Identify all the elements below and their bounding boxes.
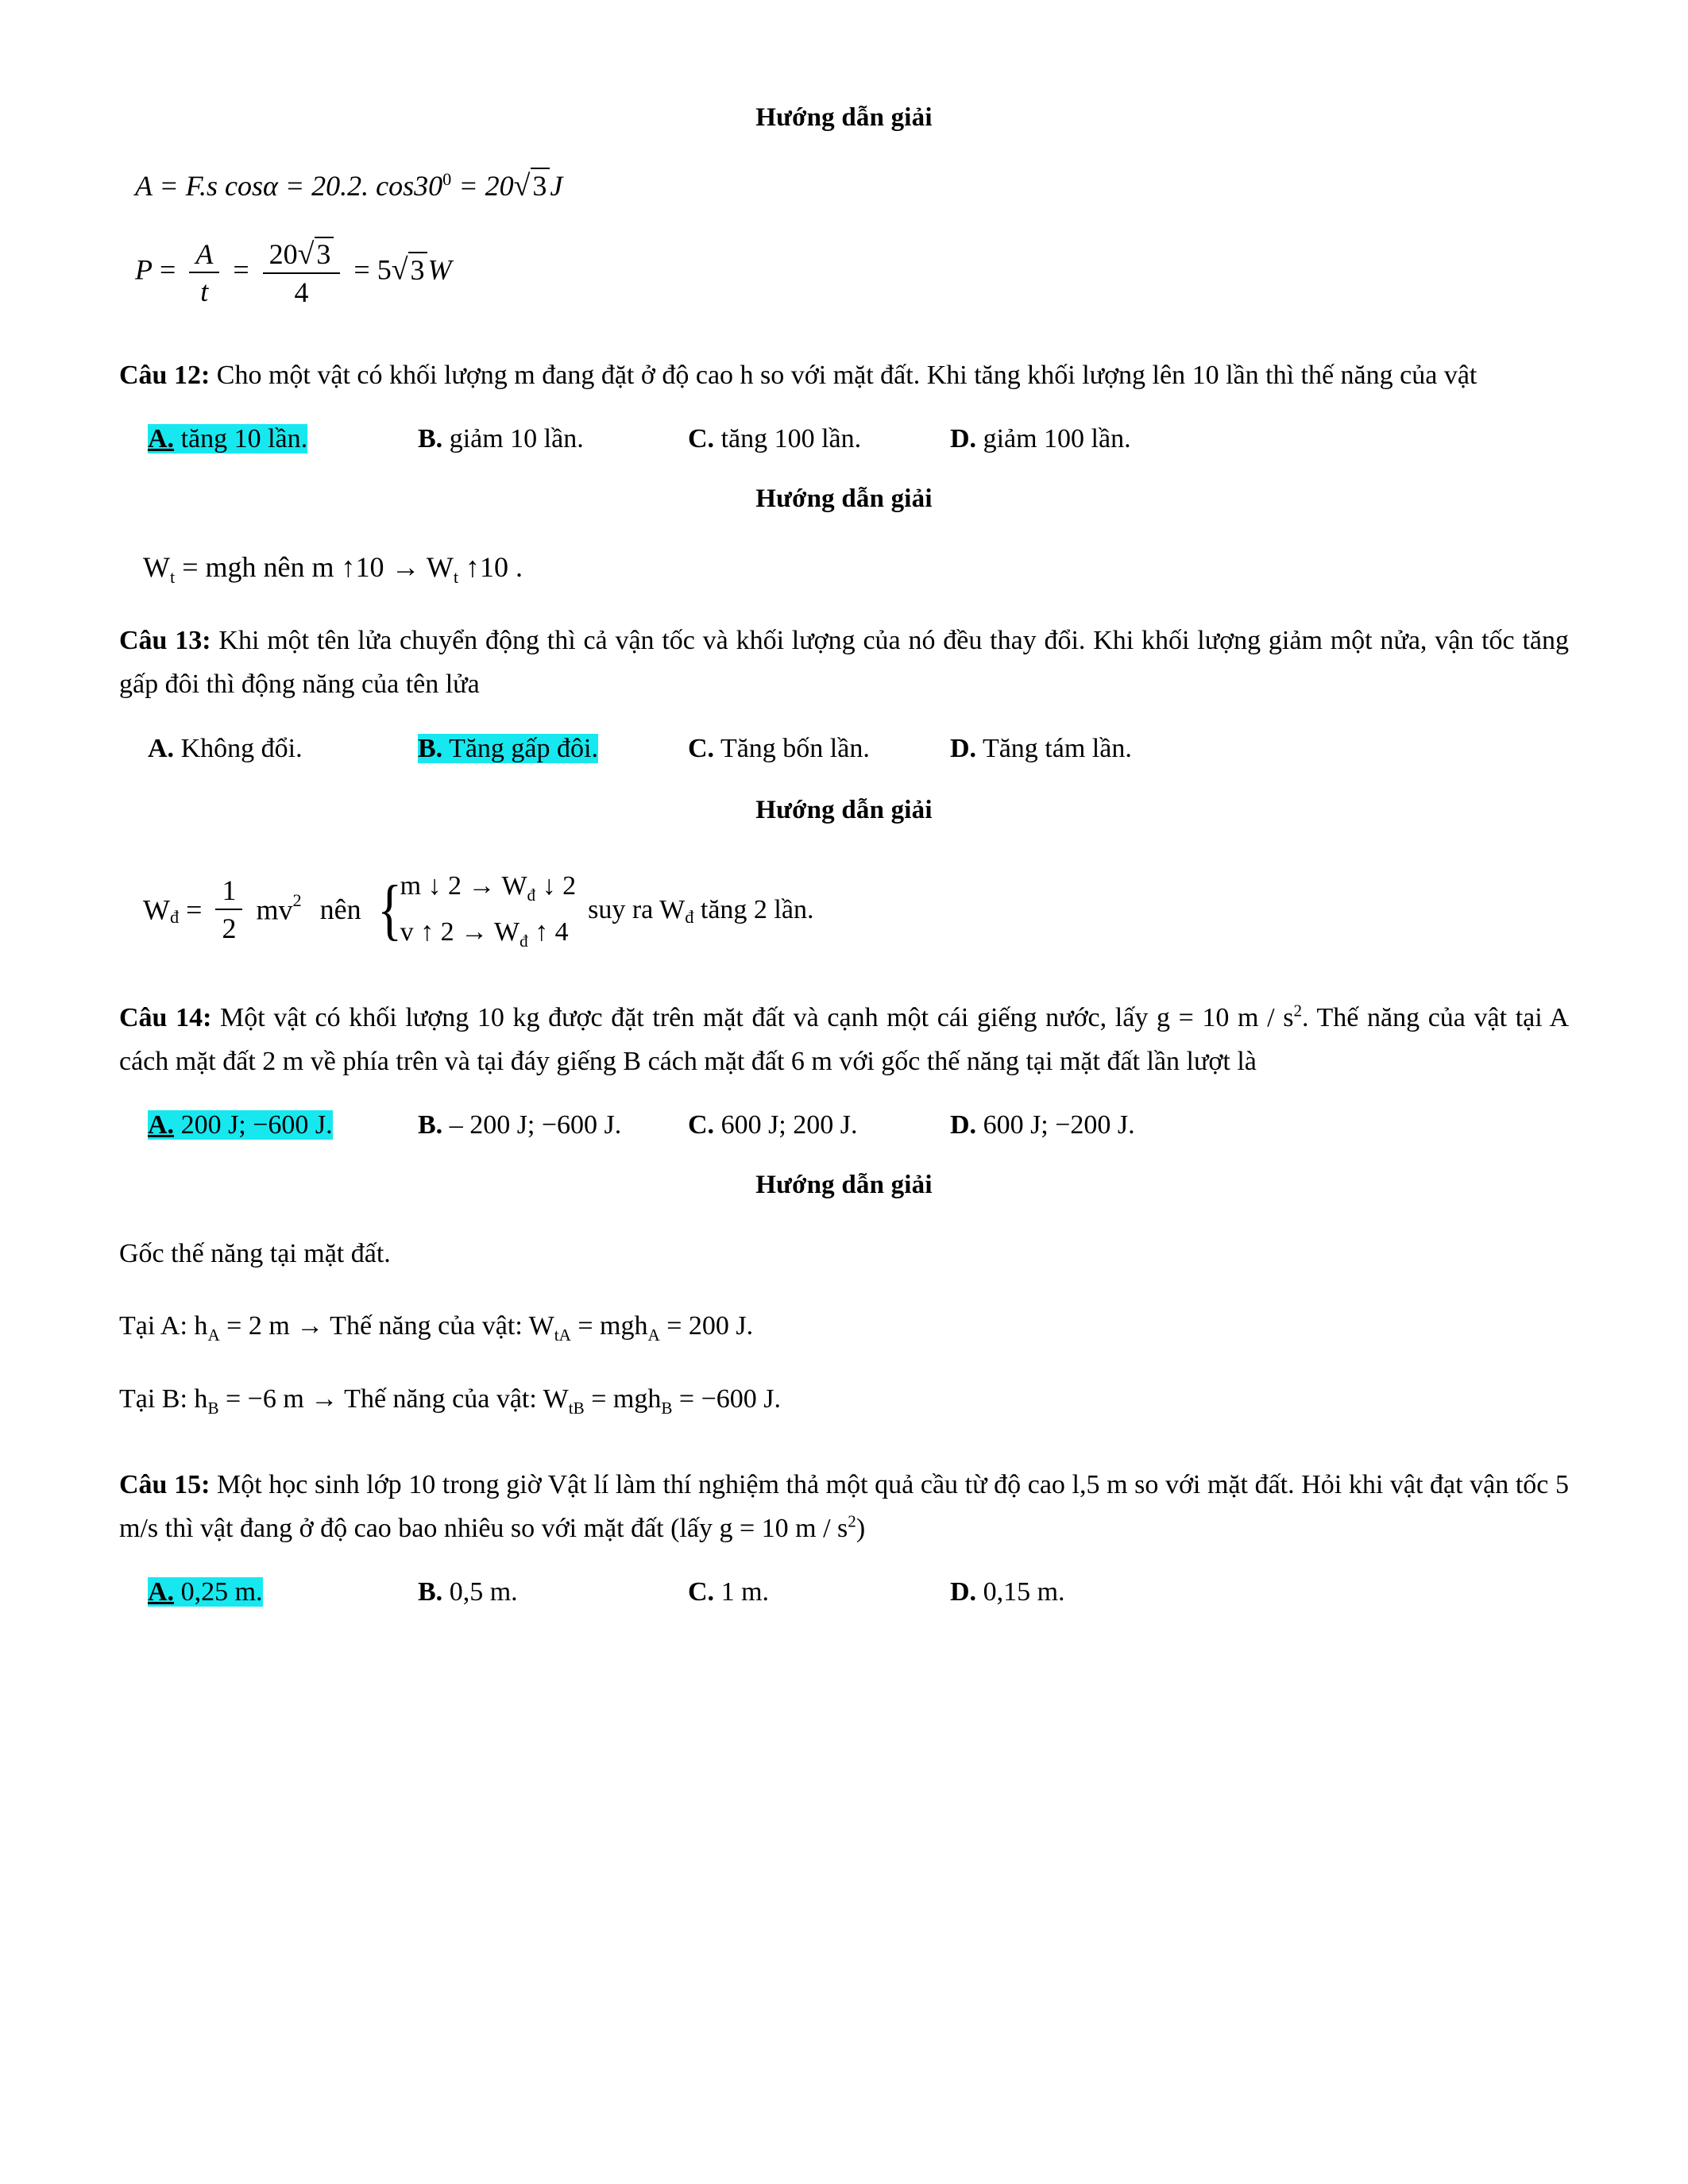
solution-14-line1: Gốc thế năng tại mặt đất. (119, 1238, 391, 1268)
option-14-d[interactable] (950, 1110, 1220, 1140)
question-15 (119, 1463, 1569, 1607)
solution-14-line3 (119, 1377, 1569, 1422)
solution-12-wt-sub: t (169, 566, 176, 587)
option-13-c-text: Tăng bốn lần. (714, 733, 870, 763)
option-14-a-key: A. (148, 1109, 175, 1140)
solution-heading-13: Hướng dẫn giải (755, 795, 933, 824)
option-15-d[interactable] (950, 1577, 1220, 1607)
question-14-body-2: . Thế năng của vật tại A cách mặt đất 2 m về phía trên và tại đáy giếng B cách mặt đất 6 m với gốc thế năng tại mặt đất lần lượt là (119, 1002, 1569, 1076)
question-15-body-2: ) (856, 1513, 866, 1543)
solution-13-tail-post: tăng 2 lần. (693, 894, 814, 924)
solution-13-line1-pre: m ↓ 2 → W (400, 870, 527, 901)
solution-13-line1-sub: đ (527, 885, 536, 905)
question-12-options (119, 424, 1569, 454)
option-12-c-key: C. (688, 423, 715, 453)
question-14-text (119, 996, 1569, 1083)
option-13-c-key: C. (688, 733, 715, 763)
solution-14-line3-sub: B (207, 1398, 219, 1418)
option-14-b-text: – 200 J; −600 J. (442, 1109, 622, 1140)
solution-13-brace-lines (400, 863, 576, 956)
option-15-a-text: 0,25 m. (174, 1577, 263, 1607)
option-12-d-key: D. (950, 423, 977, 453)
option-15-c-text: 1 m. (714, 1577, 770, 1607)
power-result-coef: 5 (377, 253, 392, 286)
question-12-text (119, 353, 1569, 397)
option-15-b[interactable] (418, 1577, 688, 1607)
solution-13-tail-sub: đ (685, 906, 694, 927)
option-12-c-text: tăng 100 lần. (714, 423, 862, 453)
power-symbol: P (135, 253, 153, 286)
power-equals-2: = (233, 253, 249, 286)
option-13-b-text: Tăng gấp đôi. (442, 733, 598, 763)
solution-14-line3-sub2: tB (568, 1398, 585, 1418)
solution-14-line2-pre: Tại A: h (119, 1311, 208, 1341)
fraction2-num-sqrt: 3 (315, 237, 334, 270)
question-14-label: Câu 14: (119, 1002, 212, 1032)
option-13-a-key: A. (148, 733, 175, 763)
option-13-d[interactable] (950, 734, 1220, 764)
option-12-a[interactable] (148, 424, 418, 454)
solution-13-mv-exp: 2 (292, 889, 302, 910)
work-formula-exponent: 0 (442, 169, 452, 189)
sqrt-icon: √ (297, 237, 315, 271)
solution-13-tail-pre: suy ra W (588, 894, 686, 924)
solution-12-wt: W (143, 550, 170, 583)
fraction-half (215, 874, 242, 944)
work-formula-eq2: = 20 (458, 170, 514, 202)
solution-14-line3-pre: Tại B: h (119, 1383, 208, 1414)
option-12-c[interactable] (688, 424, 950, 454)
solution-14-line3-mid: = −6 m → Thế năng của vật: W (218, 1383, 569, 1414)
fraction-denominator: t (200, 275, 209, 307)
solution-13-line1-post: ↓ 2 (535, 870, 577, 901)
question-12-label: Câu 12: (119, 360, 211, 390)
work-formula (119, 168, 1569, 203)
option-12-a-text: tăng 10 lần. (174, 423, 308, 453)
question-13-body: Khi một tên lửa chuyển động thì cả vận tốc và khối lượng của nó đều thay đổi. Khi khối lượng giảm một nửa, vận tốc tăng gấp đôi thì động năng của tên lửa (119, 626, 1569, 700)
solution-13-line2-pre: v ↑ 2 → W (400, 917, 520, 947)
option-12-b-key: B. (418, 423, 443, 453)
question-15-options (119, 1577, 1569, 1607)
option-14-b-key: B. (418, 1109, 443, 1140)
option-14-c-text: 600 J; 200 J. (714, 1109, 858, 1140)
power-equals-1: = (160, 253, 176, 286)
option-14-c-key: C. (688, 1109, 715, 1140)
question-13-label: Câu 13: (119, 626, 211, 656)
option-13-b[interactable] (418, 734, 688, 764)
option-14-a[interactable] (148, 1110, 418, 1140)
option-14-b[interactable] (418, 1110, 688, 1140)
fraction-A-over-t (189, 238, 219, 308)
power-result-sqrt: 3 (408, 252, 427, 287)
solution-13-brace-line1 (400, 863, 576, 910)
question-14-body-1: Một vật có khối lượng 10 kg được đặt trên mặt đất và cạnh một cái giếng nước, lấy (211, 1002, 1157, 1032)
solution-14-line3-mid2: = mgh (584, 1383, 662, 1414)
option-15-a-key: A. (148, 1577, 175, 1607)
solution-13-line2-post: ↑ 4 (527, 917, 569, 947)
option-12-b[interactable] (418, 424, 688, 454)
solution-12-math (119, 546, 1569, 591)
solution-14-line3-end: = −600 J. (672, 1383, 781, 1414)
option-13-a[interactable] (148, 734, 418, 764)
solution-13-math (119, 863, 1569, 956)
solution-13-brace-line2 (400, 909, 576, 956)
solution-14-line2-sub3: A (647, 1325, 660, 1345)
option-15-c[interactable] (688, 1577, 950, 1607)
solution-12-end: ↑10 . (458, 550, 523, 583)
solution-14-line2-mid: = 2 m → Thế năng của vật: W (219, 1311, 554, 1341)
solution-14-line3-sub3: B (661, 1398, 673, 1418)
sqrt-icon: √ (513, 169, 531, 203)
question-14-options (119, 1110, 1569, 1140)
fraction-numerator: A (189, 238, 219, 273)
option-15-d-key: D. (950, 1577, 977, 1607)
solution-13-brace-group (373, 863, 576, 956)
solution-14-line2-sub: A (207, 1325, 220, 1345)
question-13 (119, 619, 1569, 955)
question-12-body: Cho một vật có khối lượng m đang đặt ở độ cao h so với mặt đất. Khi tăng khối lượng lên 10 lần thì thế năng của vật (210, 360, 1477, 390)
sqrt-icon: √ (391, 253, 408, 287)
question-14-g-value: g = 10 m / s (1156, 1002, 1294, 1032)
power-formula (119, 237, 1569, 309)
fraction2-denominator: 4 (294, 276, 309, 309)
option-13-d-text: Tăng tám lần. (976, 733, 1132, 763)
solution-heading-14: Hướng dẫn giải (755, 1170, 933, 1199)
solution-14-line2-end: = 200 J. (659, 1311, 754, 1341)
question-14-g-exponent: 2 (1293, 1001, 1302, 1021)
option-13-c[interactable] (688, 734, 950, 764)
work-formula-text: A = F.s cosα = 20.2. cos30 (135, 170, 443, 202)
question-15-text (119, 1463, 1569, 1550)
option-12-a-key: A. (148, 423, 175, 453)
question-14 (119, 996, 1569, 1422)
question-15-body-1: Một học sinh lớp 10 trong giờ Vật lí làm thí nghiệm thả một quả cầu từ độ cao l,5 m so với mặt đất. Hỏi khi vật đạt vận tốc 5 m/s thì vật đang ở độ cao bao nhiêu so với mặt đất (lấy (119, 1469, 1569, 1543)
question-12 (119, 353, 1569, 591)
fraction2-num-text: 20 (268, 238, 298, 270)
work-unit: J (550, 170, 563, 202)
solution-13-nen: nên (319, 893, 361, 926)
fraction-half-num: 1 (215, 874, 242, 909)
solution-12-wt-sub2: t (453, 566, 459, 587)
solution-heading-12: Hướng dẫn giải (755, 484, 933, 513)
question-15-g-value: g = 10 m / s (719, 1513, 848, 1543)
option-15-b-key: B. (418, 1577, 443, 1607)
option-12-d-text: giảm 100 lần. (976, 423, 1131, 453)
option-14-d-key: D. (950, 1109, 977, 1140)
solution-12-body: = mgh nên m ↑10 → W (175, 550, 454, 583)
solution-13-equals: = (186, 893, 203, 926)
option-13-d-key: D. (950, 733, 977, 763)
solution-14-line2-sub2: tA (554, 1325, 571, 1345)
power-equals-3: = (353, 253, 370, 286)
fraction-half-den: 2 (222, 912, 237, 944)
option-15-d-text: 0,15 m. (976, 1577, 1065, 1607)
work-sqrt-body: 3 (531, 168, 550, 203)
option-14-d-text: 600 J; −200 J. (976, 1109, 1135, 1140)
power-result-unit: W (427, 253, 452, 286)
solution-14-line2-mid2: = mgh (570, 1311, 648, 1341)
question-15-g-exponent: 2 (848, 1511, 856, 1531)
option-13-b-key: B. (418, 733, 443, 763)
solution-13-wd-sub: đ (169, 906, 180, 927)
question-13-text (119, 619, 1569, 706)
solution-14-line2 (119, 1304, 1569, 1349)
fraction2-numerator (263, 237, 341, 274)
fraction-20root3-over-4 (263, 237, 341, 309)
option-15-a[interactable] (148, 1577, 418, 1607)
solution-heading-top: Hướng dẫn giải (755, 103, 933, 132)
option-15-c-key: C. (688, 1577, 715, 1607)
option-12-b-text: giảm 10 lần. (442, 423, 584, 453)
solution-13-wd: W (143, 893, 170, 926)
option-14-a-text: 200 J; −600 J. (174, 1109, 333, 1140)
solution-13-line2-sub: đ (520, 931, 528, 951)
option-13-a-text: Không đổi. (174, 733, 303, 763)
option-14-c[interactable] (688, 1110, 950, 1140)
question-15-label: Câu 15: (119, 1469, 211, 1499)
question-13-options (119, 734, 1569, 764)
option-15-b-text: 0,5 m. (442, 1577, 518, 1607)
solution-13-mv: mv (256, 893, 293, 926)
option-12-d[interactable] (950, 424, 1220, 454)
left-brace-icon: { (377, 870, 402, 947)
